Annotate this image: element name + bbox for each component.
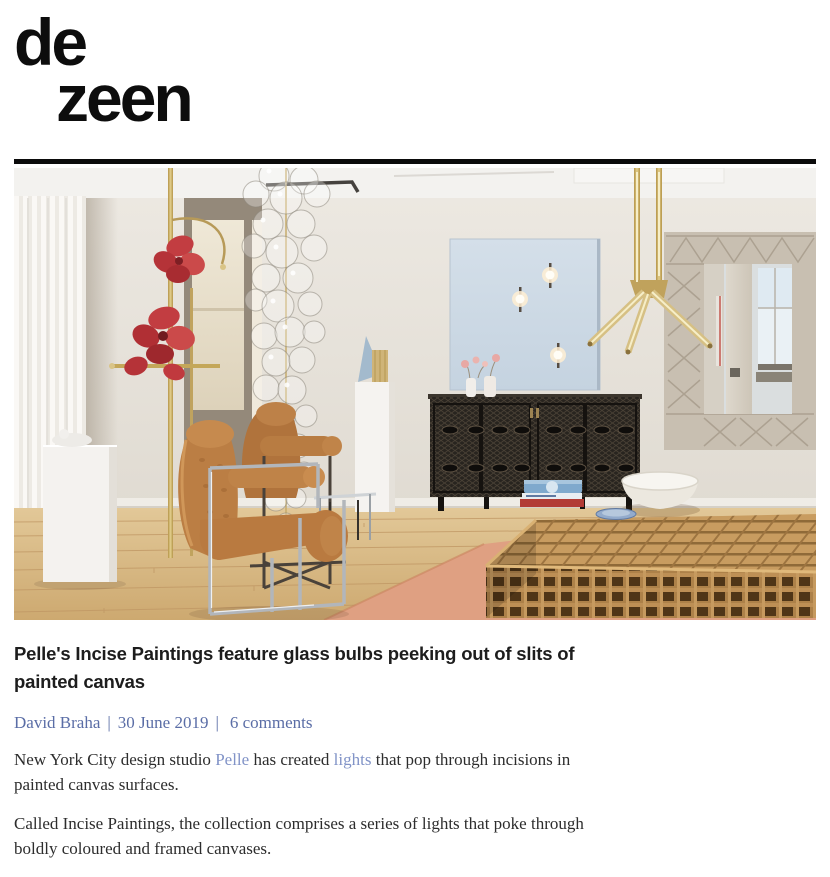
byline-separator-2: | (215, 713, 219, 732)
header-divider (14, 159, 816, 164)
p1-text-mid: has created (249, 750, 334, 769)
hero-photo (14, 168, 816, 620)
logo-line-1: de (14, 5, 86, 79)
byline-separator-1: | (107, 713, 111, 732)
p1-text-before: New York City design studio (14, 750, 216, 769)
comments-link[interactable]: 6 comments (229, 713, 313, 732)
article-byline (14, 713, 816, 733)
sculptural-mirror (664, 232, 816, 450)
left-pedestal (34, 429, 126, 590)
blue-dish (596, 509, 636, 520)
article-title: Pelle's Incise Paintings feature glass bulbs peeking out of slits of painted canvas (14, 643, 575, 692)
books-stack (520, 480, 584, 507)
paragraph-1 (14, 747, 592, 797)
publish-date: 30 June 2019 (117, 713, 209, 732)
pelle-link[interactable]: Pelle (215, 750, 250, 769)
author-link[interactable]: David Braha (14, 713, 101, 732)
paragraph-2: Called Incise Paintings, the collection comprises a series of lights that poke through boldly coloured and framed canvases. (14, 814, 584, 858)
article-body (14, 747, 816, 861)
incise-painting (450, 239, 600, 390)
ceiling (14, 168, 816, 202)
logo-line-2: zeen (56, 61, 191, 135)
lights-link[interactable]: lights (333, 750, 372, 769)
p1-text-after: that pop through incisions in painted canvas surfaces. (14, 750, 571, 794)
small-sculpture (52, 433, 92, 447)
dezeen-logo[interactable] (14, 0, 816, 135)
interior-scene-illustration (14, 168, 816, 620)
